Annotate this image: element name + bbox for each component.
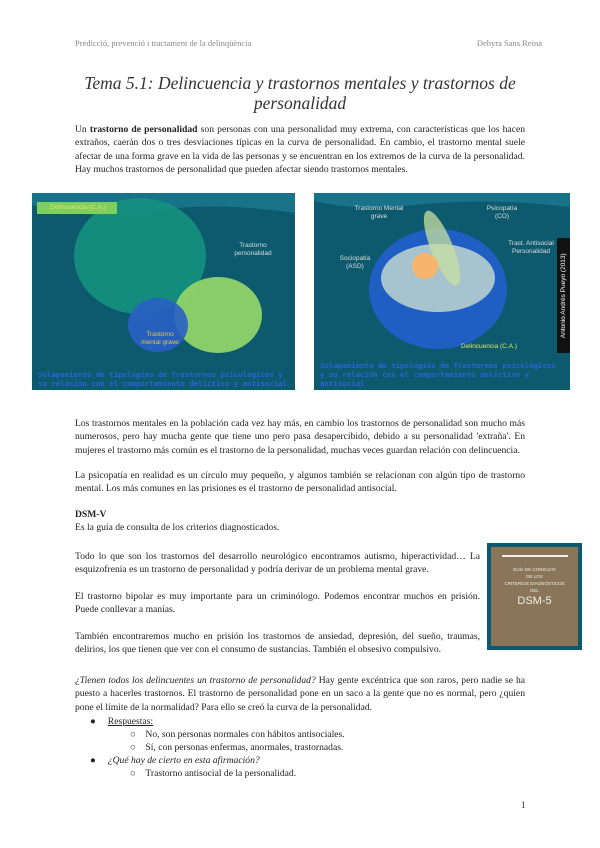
paragraph: El trastorno bipolar es muy importante para un criminólogo. Podemos encontrar muchos en prisión. Puede conllevar a manías. <box>75 591 480 616</box>
book-line: DE LOS <box>526 574 543 579</box>
image-credit: Antonio Andrés Pueyo (2013) <box>559 253 567 339</box>
label-antisocial: Trast. Antisocial Personalidad <box>508 240 554 255</box>
label-psicopatia: Psicopatía (CO) <box>486 205 518 220</box>
sub-bullet-item: ○ Sí, con personas enfermas, anormales, trastornadas. <box>130 742 344 753</box>
paragraph: Todo lo que son los trastornos del desarrollo neurológico encontramos autismo, hiperactividad… La esquizofrenia es un trastorno de personalidad y podría derivar de un problema mental grave. <box>75 551 480 576</box>
sub-bullet-item: ○ No, son personas normales con hábitos antisociales. <box>130 729 345 740</box>
sub-bullet-text: No, son personas normales con hábitos antisociales. <box>145 729 345 740</box>
sub-bullet-text: Trastorno antisocial de la personalidad. <box>145 768 297 779</box>
book-line: CRITERIOS DIAGNÓSTICOS <box>504 581 565 586</box>
book-line: GUÍA DE CONSULTA <box>512 567 557 572</box>
label-delincuencia: Delincuencia (C.A.) <box>50 204 106 211</box>
bullet-label: ¿Qué hay de cierto en esta afirmación? <box>107 755 260 766</box>
venn-diagram <box>32 193 295 390</box>
header-left: Predicció, prevenció i tractament de la delinqüència <box>75 38 252 48</box>
paragraph: Los trastornos mentales en la población cada vez hay más, en cambio los trastornos de personalidad son mucho más numerosos, pero hay mucha gente que tiene uno pero pasa desapercibido, debido a su personalidad 'extraña'. En mujeres el trastorno más común es el trastorno de la personalidad, muchas veces guardan relación con delincuencia. <box>75 418 525 456</box>
question-italic: ¿Tienen todos los delincuentes un trastorno de personalidad? <box>75 675 316 686</box>
book-line: DEL <box>530 588 539 593</box>
bullet-item: ● Respuestas: <box>90 716 154 727</box>
bullet-label: Respuestas: <box>107 716 154 727</box>
page-number: 1 <box>521 800 526 810</box>
overlap-figure-right <box>314 193 570 390</box>
paragraph: La psicopatía en realidad es un círculo muy pequeño, y algunos también se relacionan con algún tipo de trastorno mental. Los más comunes en las prisiones es el trastorno de personalidad antisocial. <box>75 470 525 495</box>
label-trastorno-mental: Trastorno Mental grave <box>354 205 404 220</box>
label-trastorno-personalidad: Trastorno personalidad <box>234 242 272 257</box>
dsm-heading: DSM-V <box>75 509 107 520</box>
sub-bullet-item: ○ Trastorno antisocial de la personalidad. <box>130 768 297 779</box>
label-trastorno-mental: Trastorno mental grave <box>141 331 179 346</box>
figure-caption: Solapamiento de tipologías de Trastornos psicológicos y su relación con el comportamiento delictivo y antisocial <box>38 370 288 388</box>
question-text: Hay gente excéntrica que son raros, pero nadie se ha puesto a hacerles trastornos. El trastorno de personalidad pone en un saco a la gente que no es normal, pero ¿quien pone el límite de la normalidad? Para ello se creó la curva de la personalidad. <box>75 675 526 713</box>
figure-caption: Solapamiento de tipologías de Trastornos psicológicos y su relación con el comportamiento delictivo y antisocial <box>320 361 556 388</box>
intro-text: Un <box>75 124 90 135</box>
label-sociopatia: Sociopatía (ASD) <box>339 255 371 270</box>
intro-text-rest: son personas con una personalidad muy extrema, con características que los hacen extraños, caerán dos o tres desviaciones típicas en la curva de personalidad. En cambio, el trastorno mental suele afectar de una forma grave en la vida de las personas y se encuentran en los extremos de la curva de la personalidad. Hay muchos trastornos de personalidad que pueden afectar siendo trastornos mentales. <box>75 124 526 175</box>
venn-figure-left <box>32 193 295 390</box>
question-paragraph <box>75 674 525 714</box>
sub-bullet-text: Sí, con personas enfermas, anormales, trastornadas. <box>145 742 344 753</box>
page-title: Tema 5.1: Delincuencia y trastornos mentales y trastornos de personalidad <box>84 73 516 113</box>
intro-bold: trastorno de personalidad <box>89 124 198 135</box>
dsm-subtitle: Es la guía de consulta de los criterios diagnosticados. <box>75 522 280 533</box>
dsm5-book-cover <box>487 543 582 650</box>
intro-paragraph <box>75 123 525 176</box>
paragraph: También encontraremos mucho en prisión los trastornos de ansiedad, depresión, del sueño, traumas, delirios, los que tienen que ver con el consumo de sustancias. También el obsesivo compulsivo. <box>75 631 480 656</box>
label-delincuencia: Delincuencia (C.A.) <box>461 343 517 350</box>
bullet-item: ● ¿Qué hay de cierto en esta afirmación? <box>90 755 260 766</box>
book-title: DSM-5 <box>517 595 552 607</box>
header-right: Dehyra Sans Reina <box>476 38 542 48</box>
